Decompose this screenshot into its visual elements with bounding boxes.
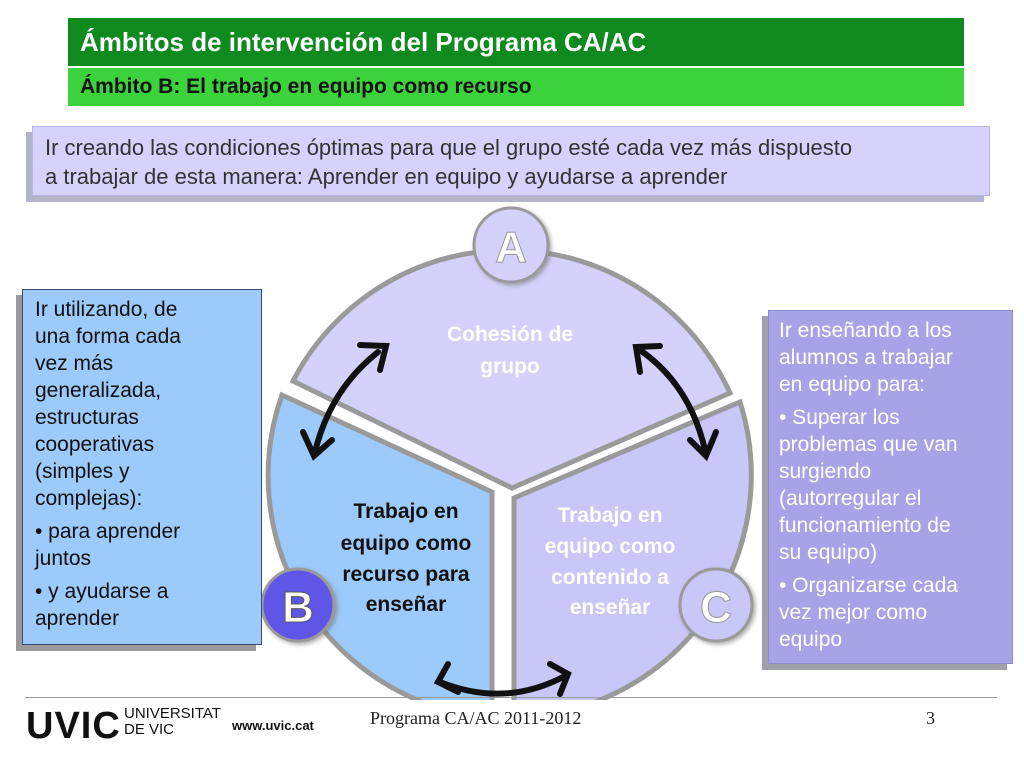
segment-c-label-2: equipo como <box>544 535 676 558</box>
left-note-line: vez más <box>35 352 114 375</box>
right-note-bullet-cont: vez mejor como <box>779 601 928 624</box>
top-note-line-1: Ir creando las condiciones óptimas para que el grupo esté cada vez más dispuesto <box>45 135 853 160</box>
uvic-logo: UVIC <box>26 705 121 747</box>
segment-b-label-4: enseñar <box>365 593 447 616</box>
left-note-bullet-cont: juntos <box>35 547 92 570</box>
badge-b <box>262 569 334 641</box>
segment-a-label-2: grupo <box>480 355 540 378</box>
right-note-bullet: • Organizarse cada <box>779 574 958 597</box>
right-note-bullet-cont: su equipo) <box>779 541 878 564</box>
left-note-line: una forma cada <box>35 325 181 348</box>
segment-b-label-2: equipo como <box>340 532 472 555</box>
segment-b-label-1: Trabajo en <box>353 500 459 523</box>
right-note-bullet-cont: equipo <box>779 628 843 651</box>
segment-b-label-3: recurso para <box>342 563 470 586</box>
right-note-bullet: • Superar los <box>779 406 900 429</box>
badge-c-label: C <box>700 583 732 632</box>
segment-c-label-4: enseñar <box>569 596 651 619</box>
left-note-line: complejas): <box>35 487 143 510</box>
footer-divider <box>25 697 997 698</box>
right-note-bullet-cont: (autorregular el <box>779 487 922 510</box>
badge-a-label: A <box>495 223 527 272</box>
left-note-bullet-cont: aprender <box>35 607 120 630</box>
right-note-line: Ir enseñando a los <box>779 319 952 342</box>
left-note-line: (simples y <box>35 460 130 483</box>
university-name-line-2: DE VIC <box>124 721 175 738</box>
right-note-bullet-cont: surgiendo <box>779 460 872 483</box>
badge-a <box>474 208 548 282</box>
left-note-line: Ir utilizando, de <box>35 298 178 321</box>
footer-program: Programa CA/AC 2011-2012 <box>370 708 582 728</box>
right-note-line: en equipo para: <box>779 373 925 396</box>
university-name-line-1: UNIVERSITAT <box>124 705 221 722</box>
top-note-line-2: a trabajar de esta manera: Aprender en equipo y ayudarse a aprender <box>45 164 728 189</box>
badge-b-label: B <box>282 583 314 632</box>
right-note-bullet-cont: problemas que van <box>779 433 958 456</box>
website-link[interactable]: www.uvic.cat <box>232 718 314 733</box>
left-note-line: cooperativas <box>35 433 155 456</box>
segment-a-label-1: Cohesión de <box>446 323 574 346</box>
segment-c-label-1: Trabajo en <box>557 504 663 527</box>
cycle-diagram <box>250 200 770 700</box>
left-note-bullet: • para aprender <box>35 520 181 543</box>
badge-c <box>680 569 752 641</box>
page-title: Ámbitos de intervención del Programa CA/AC <box>68 18 964 66</box>
left-note-bullet: • y ayudarse a <box>35 580 169 603</box>
segment-c-label-3: contenido a <box>551 566 669 589</box>
left-note-line: generalizada, <box>35 379 162 402</box>
page-number: 3 <box>926 708 935 728</box>
right-note-bullet-cont: funcionamiento de <box>779 514 951 537</box>
page-subtitle: Ámbito B: El trabajo en equipo como recurso <box>68 68 964 106</box>
left-note-line: estructuras <box>35 406 139 429</box>
university-name <box>124 706 221 738</box>
right-note-line: alumnos a trabajar <box>779 346 953 369</box>
